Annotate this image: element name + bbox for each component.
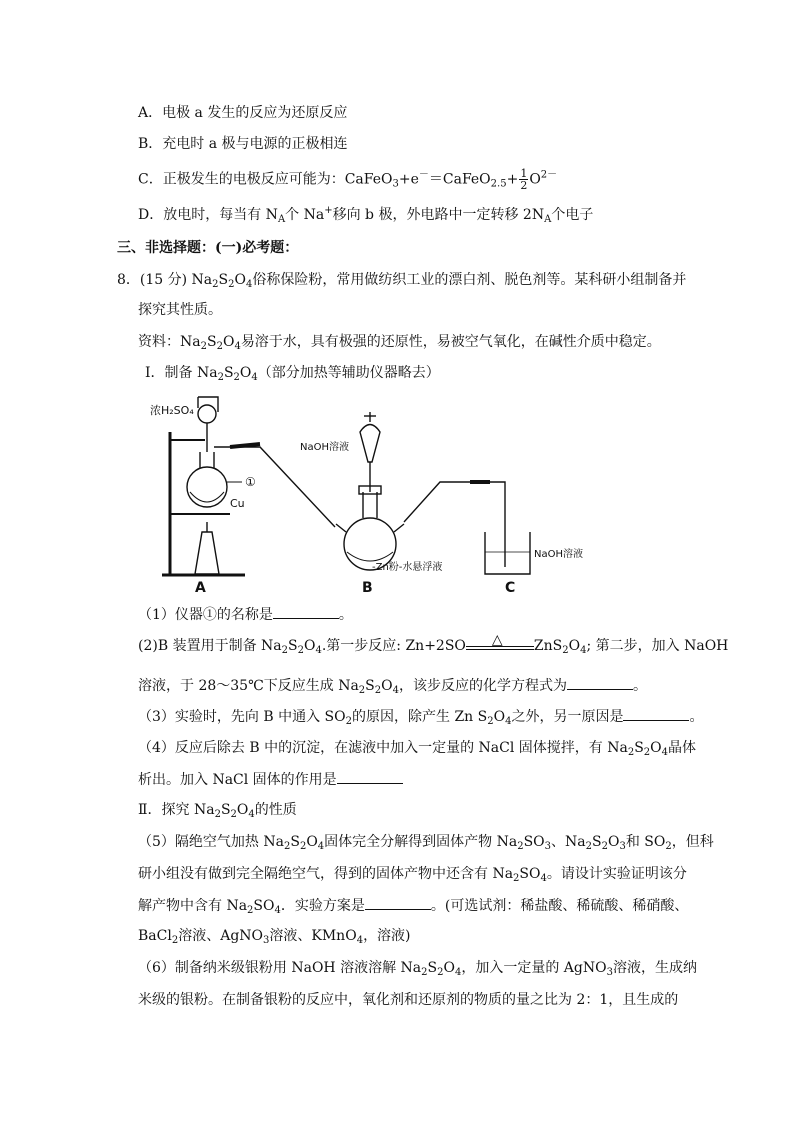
label-naoh-top: NaOH溶液 [300, 442, 349, 453]
option-c: C．正极发生的电极反应可能为：CaFeO$_3$+e－＝CaFeO$_{2.5}$+ $\frac{1}{2}$ $O^{2-}$ [138, 167, 558, 192]
option-a: A．电极 a 发生的反应为还原反应 [138, 105, 348, 121]
round-bottom-flask [187, 467, 227, 507]
answer-blank[interactable] [623, 706, 689, 721]
q8-intro-line1: 8．(15 分) $Na_2S_2O_4$俗称保险粉，常用做纺织工业的漂白剂、脱色剂等。某科研小组制备并 [117, 272, 687, 290]
label-C: C [505, 580, 516, 596]
sub1: （1）仪器①的名称是 。 [138, 604, 353, 625]
separatory-funnel [198, 405, 216, 423]
answer-blank[interactable] [273, 604, 339, 619]
section-heading: 三、非选择题：(一)必考题： [117, 240, 299, 256]
answer-blank[interactable] [365, 895, 431, 910]
alcohol-lamp [195, 532, 219, 574]
option-d: D．放电时，每当有 $N_A$个 Na+移向 b 极，外电路中一定转移 $2N_A$个电子 [138, 205, 594, 225]
sub5-line1: （5）隔绝空气加热 $Na_2S_2O_4$固体完全分解得到固体产物 $Na_2SO_3$、$Na_2S_2O_3$和 $SO_2$，但科 [138, 834, 714, 852]
reaction-condition: △ [466, 638, 534, 654]
sub6-line1: （6）制备纳米级银粉用 NaOH 溶液溶解 $Na_2S_2O_4$，加入一定量的 AgNO$_3$溶液，生成纳 [138, 960, 697, 978]
sub5-line2: 研小组没有做到完全隔绝空气，得到的固体产物中还含有 $Na_2SO_4$。请设计实验证明该分 [138, 866, 687, 884]
delivery-tube-bc [404, 482, 505, 567]
label-A: A [195, 580, 206, 596]
label-naoh-beaker: NaOH溶液 [534, 549, 583, 560]
part1-heading: Ⅰ．制备 $Na_2S_2O_4$（部分加热等辅助仪器略去） [145, 365, 440, 383]
naoh-funnel [360, 425, 380, 463]
label-zn: -Zn粉-水悬浮液 [372, 562, 443, 573]
q8-reference: 资料：$Na_2S_2O_4$易溶于水，具有极强的还原性，易被空气氧化，在碱性介质中稳定。 [138, 334, 661, 352]
sub2-line1: (2)B 装置用于制备 $Na_2S_2O_4$.第一步反应: Zn+2SO △ $ZnS_2O_4$; 第二步，加入 NaOH [138, 632, 729, 656]
q8-intro-line2: 探究其性质。 [138, 302, 222, 318]
sub2-line2: 溶液，于 28～35℃下反应生成 $Na_2S_2O_4$，该步反应的化学方程式为 。 [138, 675, 647, 696]
beaker [485, 532, 530, 574]
sub3: （3）实验时，先向 B 中通入 $SO_2$的原因，除产生 Zn $S_2O_4$之外，另一原因是 。 [138, 706, 703, 727]
label-cu: Cu [230, 497, 245, 510]
delivery-tube-ab [214, 447, 335, 527]
label-h2so4: 浓H₂SO₄ [150, 404, 194, 417]
sub5-line4: BaCl$_2$溶液、AgNO$_3$溶液、KMnO$_4$，溶液) [138, 928, 411, 946]
answer-blank[interactable] [337, 769, 403, 784]
option-b: B．充电时 a 极与电源的正极相连 [138, 136, 348, 152]
answer-blank[interactable] [567, 675, 633, 690]
fraction: $\frac{1}{2}$ [520, 167, 528, 192]
apparatus-diagram [150, 392, 600, 597]
part2-heading: Ⅱ．探究 $Na_2S_2O_4$的性质 [138, 802, 297, 820]
sub5-line3: 解产物中含有 $Na_2SO_4$．实验方案是 。(可选试剂：稀盐酸、稀硫酸、稀硝酸、 [138, 895, 688, 916]
sub4-line2: 析出。加入 NaCl 固体的作用是 [138, 769, 403, 790]
label-B: B [362, 580, 373, 596]
sub4-line1: （4）反应后除去 B 中的沉淀，在滤液中加入一定量的 NaCl 固体搅拌，有 $Na_2S_2O_4$晶体 [138, 740, 697, 758]
label-circle1: ① [245, 475, 256, 489]
sub6-line2: 米级的银粉。在制备银粉的反应中，氧化剂和还原剂的物质的量之比为 2：1，且生成的 [138, 992, 679, 1008]
